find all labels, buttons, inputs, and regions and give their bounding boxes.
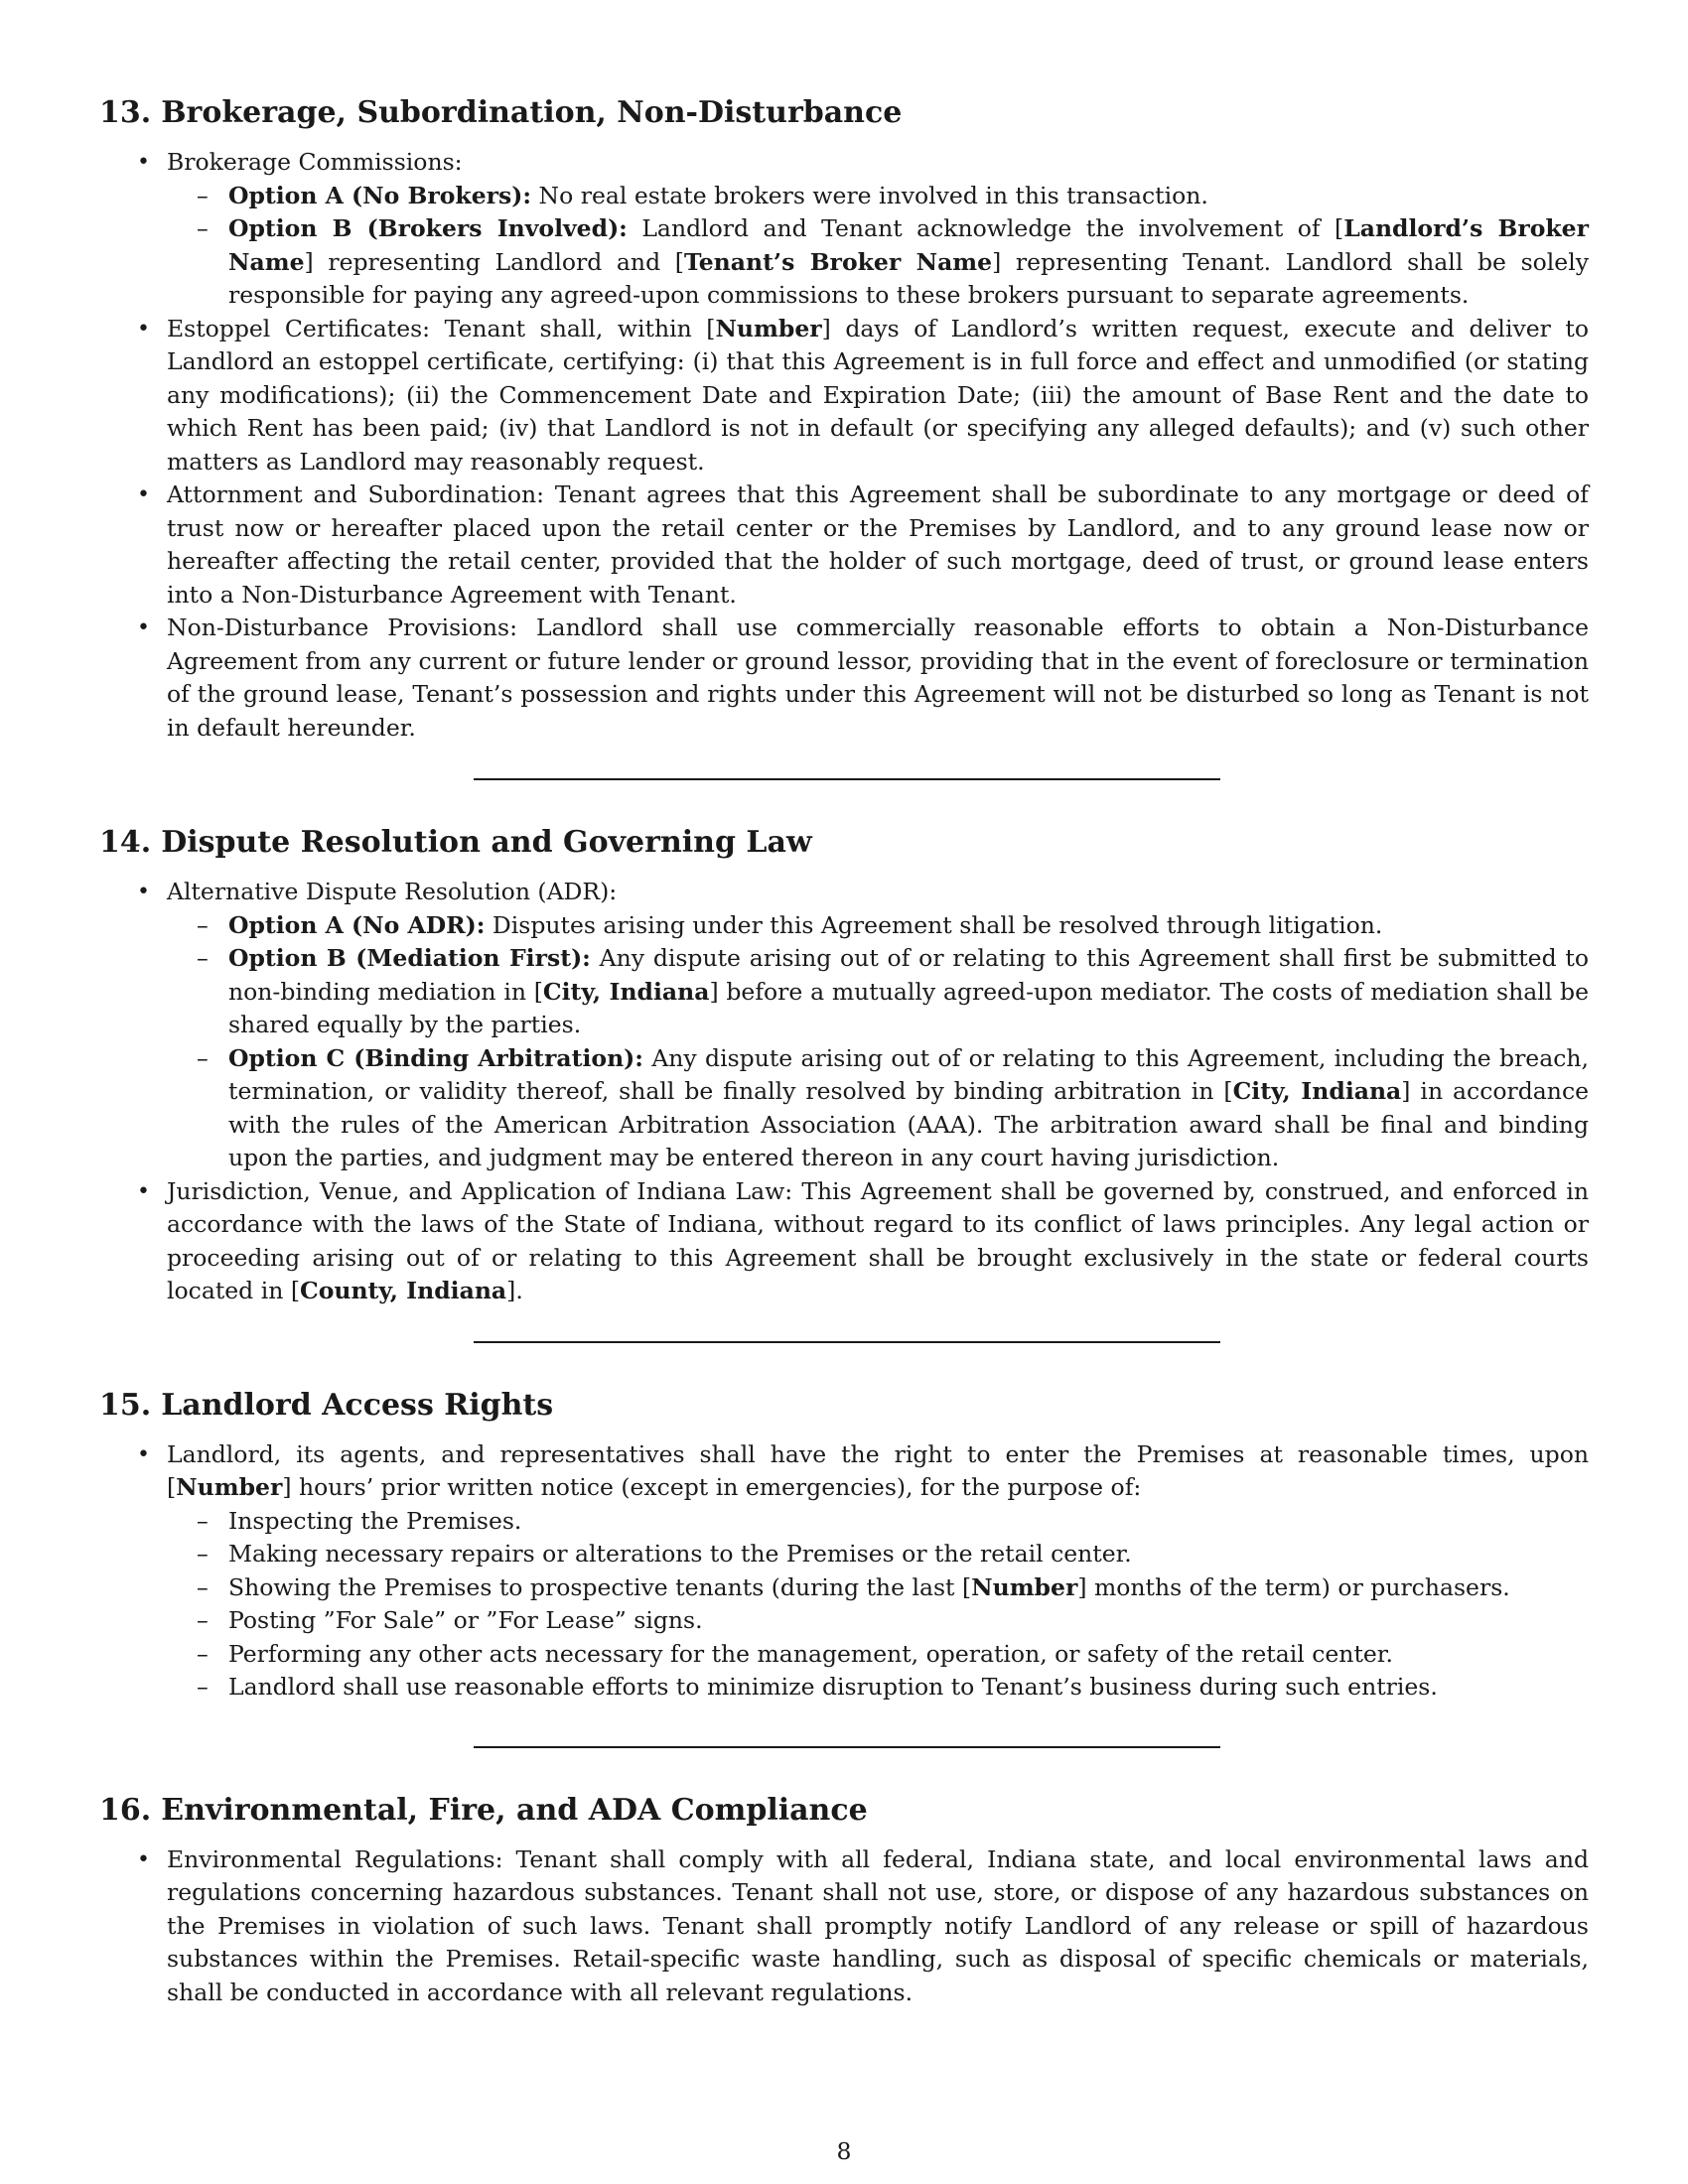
estoppel-text: ] days of Landlord’s written request, execute and deliver to Landlord an estoppel certificate, certifying: (i) that this Agreement is in full force and effect and unmodified (or stating any modifications); (ii) the Commencement Date and Expiration Date; (iii) the amount of Base Rent and the date to which Rent has been paid; (iv) that Landlord is not in default (or specifying any alleged defaults); and (v) such other matters as Landlord may reasonably request. (167, 314, 1589, 476)
showing-text: Showing the Premises to prospective tenants (during the last [ (228, 1572, 972, 1601)
option-b-text: ] representing Landlord and [ (304, 247, 684, 276)
section-13-title: Brokerage, Subordination, Non-Disturbance (161, 95, 903, 130)
section-14 (99, 824, 1589, 1308)
section-16 (99, 1792, 1589, 2010)
option-a-no-brokers (228, 180, 1589, 213)
section-13-heading (99, 94, 1589, 132)
estoppel-text: Estoppel Certificates: Tenant shall, within [ (167, 314, 716, 342)
section-14-list (99, 876, 1589, 1308)
page-number: 8 (836, 2137, 852, 2165)
placeholder-tenant-broker: Tenant’s Broker Name (683, 247, 993, 276)
option-b-text: Landlord and Tenant acknowledge the involvement of [ (627, 214, 1344, 242)
option-c-arbitration (228, 1042, 1589, 1175)
placeholder-number: Number (971, 1572, 1078, 1601)
placeholder-city: City, Indiana (542, 977, 710, 1006)
section-16-list (99, 1843, 1589, 2010)
section-15-title: Landlord Access Rights (161, 1387, 554, 1423)
option-c-text: Any dispute arising out of or relating to this Agreement, including the breach, termination, or validity thereof, shall be finally resolved by binding arbitration in [ (228, 1043, 1589, 1105)
section-14-number: 14. (99, 825, 152, 860)
adr-options (167, 909, 1589, 1175)
placeholder-city: City, Indiana (1232, 1077, 1402, 1105)
option-a-label: Option A (No ADR): (228, 910, 486, 939)
section-13 (99, 94, 1589, 745)
option-b-text: Any dispute arising out of or relating to this Agreement shall first be submitted to non-binding mediation in [ (228, 944, 1590, 1006)
brokerage-lead: Brokerage Commissions: (167, 148, 463, 176)
option-b-text: ] before a mutually agreed-upon mediator. The costs of mediation shall be shared equally by the parties. (228, 977, 1589, 1038)
list-item-access (167, 1438, 1589, 1705)
option-a-no-adr (228, 909, 1589, 943)
purpose-repairs: – Making necessary repairs or alterations to the Premises or the retail center. (228, 1538, 1589, 1571)
section-13-list (99, 146, 1589, 745)
placeholder-landlord-broker: Landlord’s Broker Name (228, 214, 1590, 276)
section-16-title: Environmental, Fire, and ADA Compliance (161, 1792, 868, 1828)
list-item-estoppel (167, 313, 1589, 479)
option-a-label: Option A (No Brokers): (228, 181, 532, 209)
list-item-jurisdiction (167, 1175, 1589, 1308)
purpose-posting-signs: – Posting ”For Sale” or ”For Lease” signs. (228, 1604, 1589, 1638)
document-page (99, 94, 1589, 2009)
section-divider (474, 1341, 1220, 1343)
placeholder-number: Number (715, 314, 822, 342)
section-divider (474, 778, 1220, 780)
option-c-label: Option C (Binding Arbitration): (228, 1043, 643, 1072)
list-item-adr (167, 876, 1589, 1175)
option-b-mediation (228, 942, 1589, 1042)
option-a-text: Disputes arising under this Agreement shall be resolved through litigation. (485, 910, 1383, 939)
section-16-heading (99, 1792, 1589, 1830)
placeholder-county: County, Indiana (300, 1277, 507, 1304)
jurisdiction-text: Jurisdiction, Venue, and Application of Indiana Law: This Agreement shall be governed by, construed, and enforced in accordance with the laws of the State of Indiana, without regard to its conflict of laws principles. Any legal action or proceeding arising out of or relating to this Agreement shall be brought exclusively in the state or federal courts located in [ (167, 1176, 1589, 1304)
access-text: ] hours’ prior written notice (except in emergencies), for the purpose of: (282, 1473, 1142, 1501)
option-c-text: ] in accordance with the rules of the American Arbitration Association (AAA). The arbitration award shall be final and binding upon the parties, and judgment may be entered thereon in any court having jurisdiction. (228, 1077, 1590, 1171)
purpose-other-acts: – Performing any other acts necessary for the management, operation, or safety of the retail center. (228, 1638, 1589, 1672)
section-15-number: 15. (99, 1387, 152, 1423)
purpose-minimize-disruption: – Landlord shall use reasonable efforts to minimize disruption to Tenant’s business during such entries. (228, 1671, 1589, 1705)
list-item-attornment: • Attornment and Subordination: Tenant agrees that this Agreement shall be subordinate to any mortgage or deed of trust now or hereafter placed upon the retail center or the Premises by Landlord, and to any ground lease now or hereafter affecting the retail center, provided that the holder of such mortgage, deed of trust, or ground lease enters into a Non-Disturbance Agreement with Tenant. (167, 478, 1589, 612)
option-b-text: ] representing Tenant. Landlord shall be solely responsible for paying any agreed-upon commissions to these brokers pursuant to separate agreements. (228, 247, 1589, 309)
list-item-brokerage (167, 146, 1589, 313)
section-14-title: Dispute Resolution and Governing Law (161, 825, 812, 860)
list-item-environmental: • Environmental Regulations: Tenant shall comply with all federal, Indiana state, and local environmental laws and regulations concerning hazardous substances. Tenant shall not use, store, or dispose of any hazardous substances on the Premises in violation of such laws. Tenant shall promptly notify Landlord of any release or spill of hazardous substances within the Premises. Retail-specific waste handling, such as disposal of specific chemicals or materials, shall be conducted in accordance with all relevant regulations. (167, 1843, 1589, 2010)
adr-lead: Alternative Dispute Resolution (ADR): (167, 878, 618, 905)
showing-text: ] months of the term) or purchasers. (1077, 1572, 1510, 1601)
option-b-label: Option B (Mediation First): (228, 944, 591, 972)
option-a-text: No real estate brokers were involved in this transaction. (531, 181, 1208, 209)
section-16-number: 16. (99, 1792, 152, 1828)
section-14-heading (99, 824, 1589, 862)
jurisdiction-text: ]. (506, 1277, 523, 1304)
placeholder-number: Number (176, 1473, 283, 1501)
section-divider (474, 1746, 1220, 1748)
section-15-heading (99, 1387, 1589, 1425)
section-15-list (99, 1438, 1589, 1705)
option-b-label: Option B (Brokers Involved): (228, 214, 628, 242)
list-item-non-disturbance: • Non-Disturbance Provisions: Landlord shall use commercially reasonable efforts to obtain a Non-Disturbance Agreement from any current or future lender or ground lessor, providing that in the event of foreclosure or termination of the ground lease, Tenant’s possession and rights under this Agreement will not be disturbed so long as Tenant is not in default hereunder. (167, 612, 1589, 745)
section-15 (99, 1387, 1589, 1705)
purpose-inspecting: – Inspecting the Premises. (228, 1505, 1589, 1539)
section-13-number: 13. (99, 95, 152, 130)
access-text: Landlord, its agents, and representatives shall have the right to enter the Premises at reasonable times, upon [ (167, 1439, 1589, 1501)
brokerage-options (167, 180, 1589, 313)
option-b-brokers-involved (228, 212, 1589, 313)
purpose-showing (228, 1571, 1589, 1605)
access-purposes (167, 1505, 1589, 1705)
